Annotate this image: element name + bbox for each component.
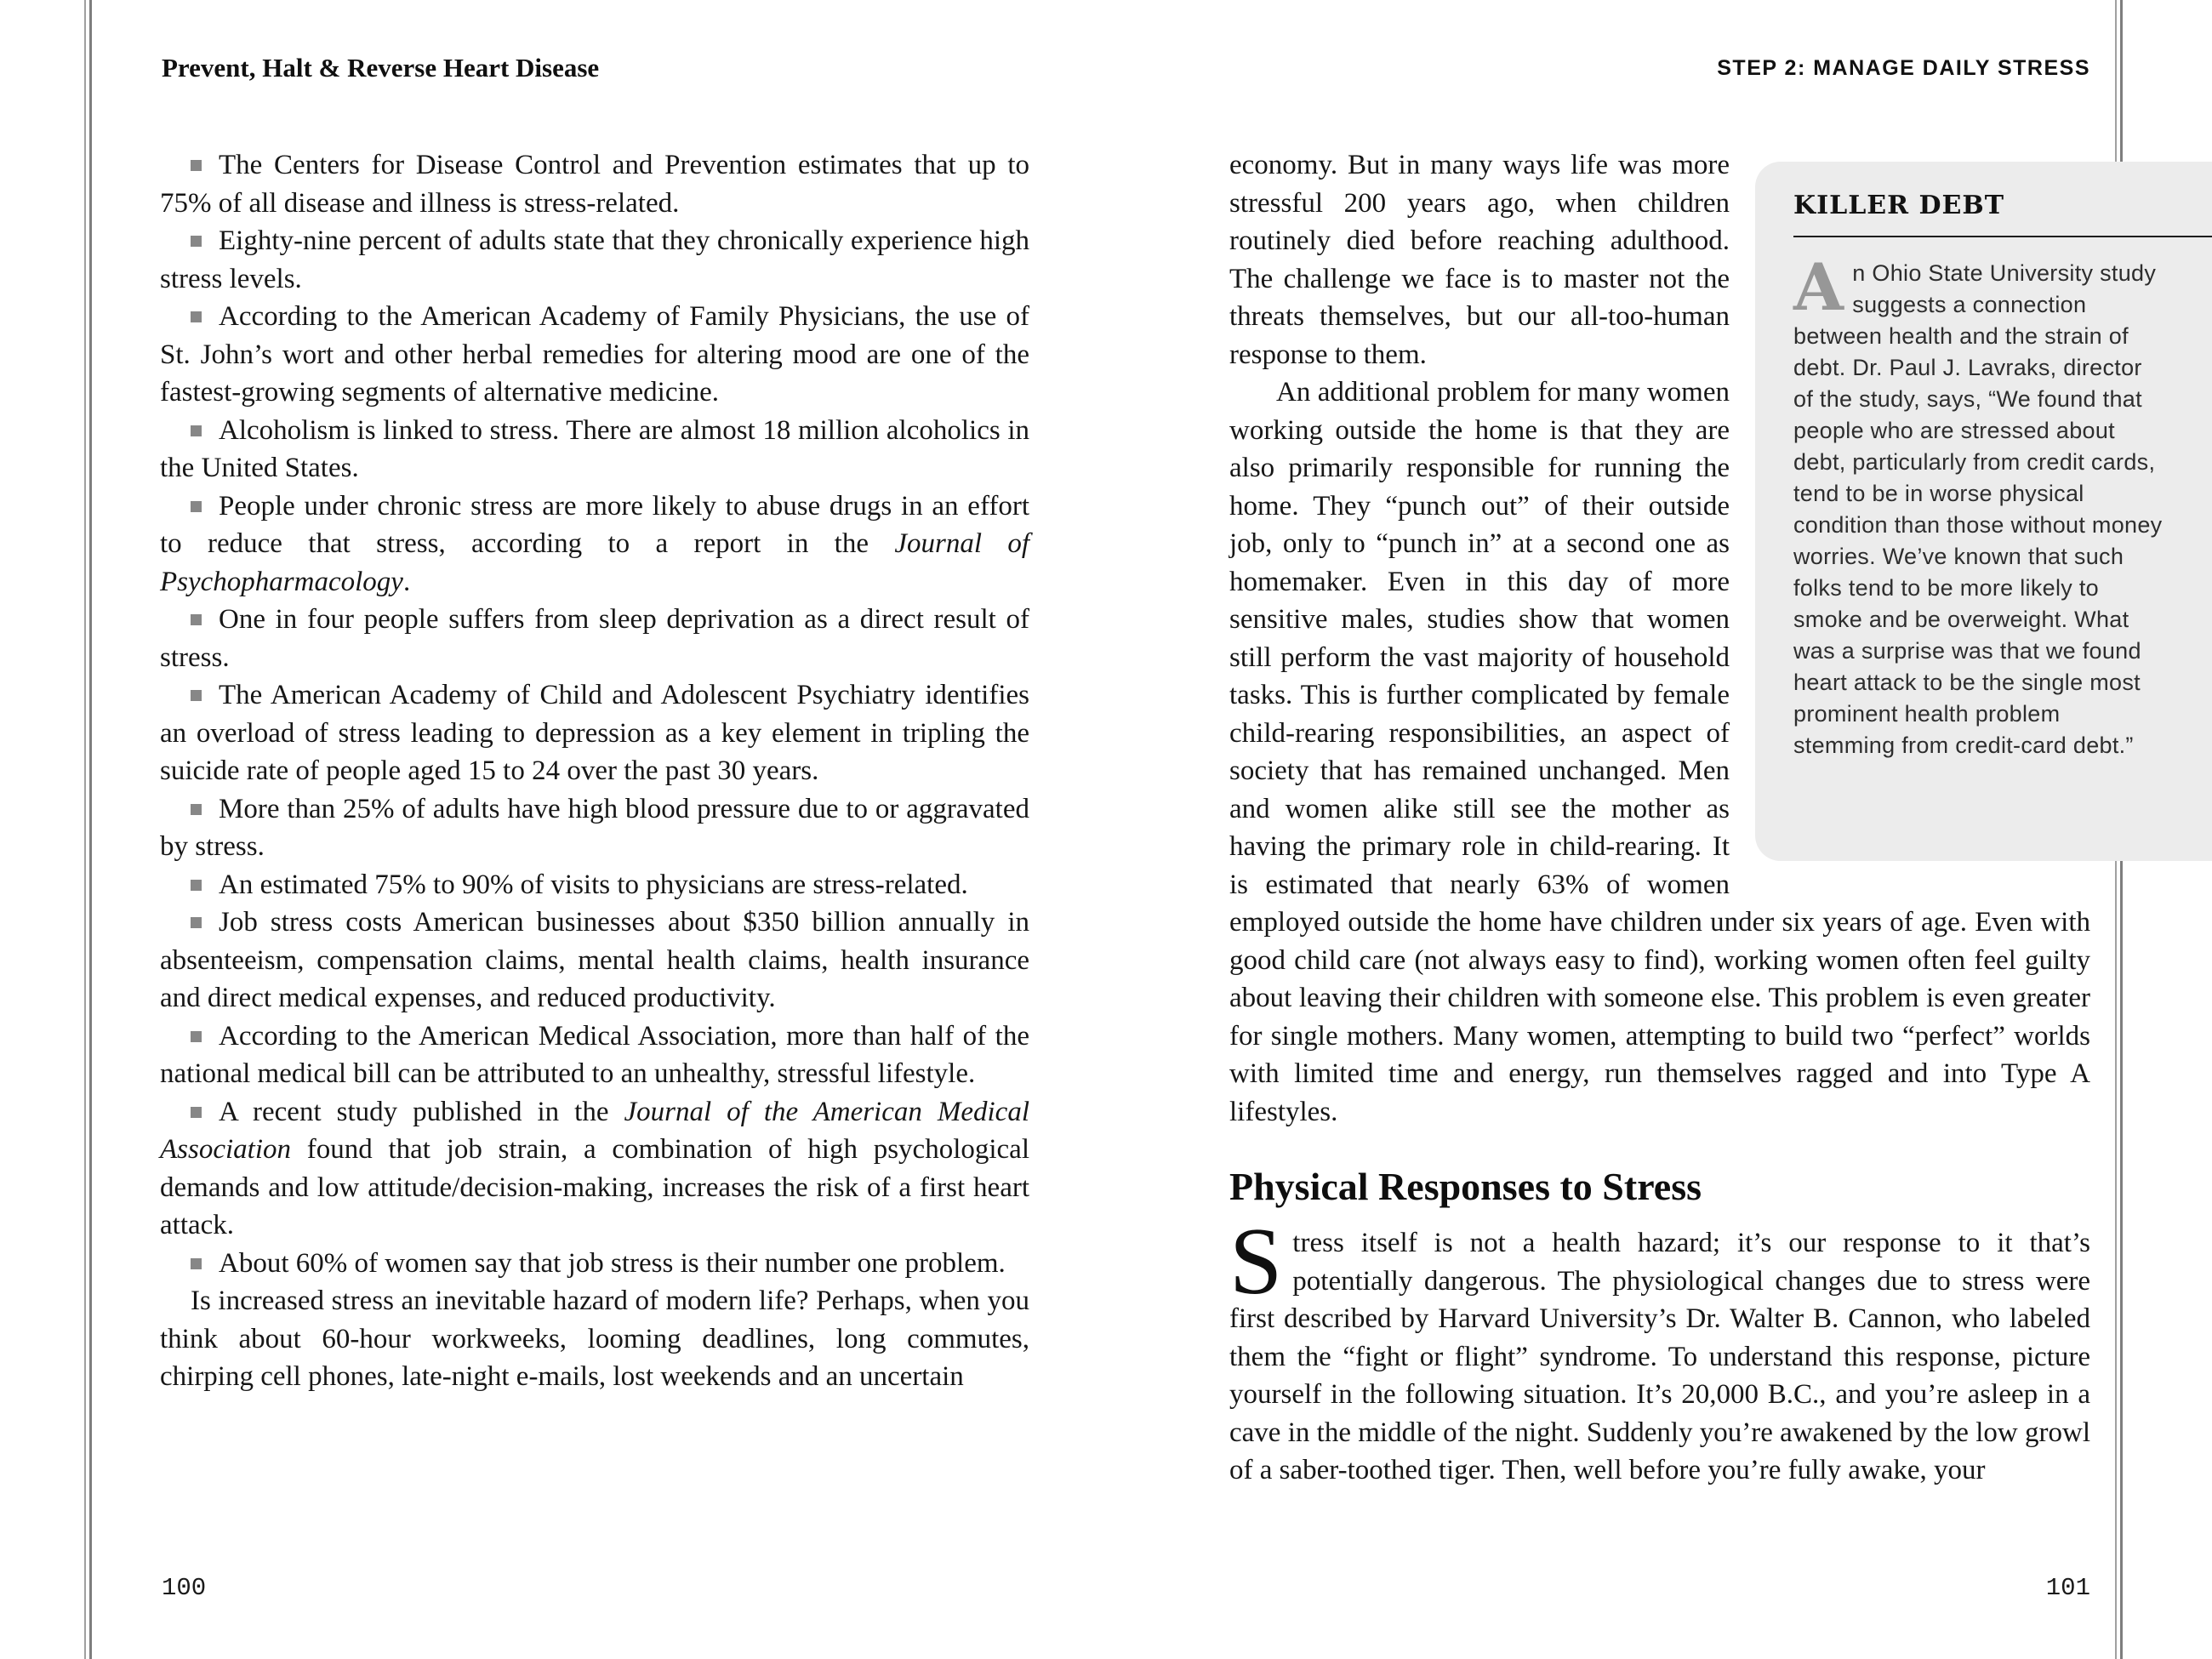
bullet-square-icon — [191, 501, 202, 512]
sidebar-body — [1793, 249, 2165, 761]
bullet-square-icon — [191, 1107, 202, 1118]
left-page-body — [160, 146, 1029, 1396]
sidebar-text: n Ohio State University study suggests a connection between health and the strain of debt. Dr. Paul J. Lavraks, director of the study, says, “We found that people who are stressed about debt, particularly from credit cards, tend to be in worse physical condition than those without money worries. We’ve known that such folks tend to be more likely to smoke and be overweight. What was a surprise was that we found heart attack to be the single most prominent health problem stemming from credit-card debt.” — [1793, 260, 2163, 758]
bullet-item: A recent study published in the Journal of the American Medical Association found that job strain, a combination of high psychological demands and low attitude/decision-making, increases the risk of a first heart attack. — [160, 1096, 1029, 1240]
page-number-right: 101 — [2045, 1574, 2090, 1602]
bullet-item: People under chronic stress are more likely to abuse drugs in an effort to reduce that stress, according to a report in the Journal of Psychopharmacology. — [160, 490, 1030, 597]
sidebar-title: KILLER DEBT — [1793, 191, 2005, 220]
closing-paragraph: Is increased stress an inevitable hazard of modern life? Perhaps, when you think about 60-hour workweeks, looming deadlines, long commutes, chirping cell phones, late-night e-mails, lost weekends and an uncertain — [160, 1286, 1029, 1392]
bullet-square-icon — [191, 917, 202, 928]
killer-debt-sidebar — [1755, 162, 2212, 861]
sidebar-title-rule — [1793, 236, 2212, 237]
running-head-chapter: STEP 2: MANAGE DAILY STRESS — [1717, 56, 2090, 80]
section-body-text: tress itself is not a health hazard; it’s our response to it that’s potentially dangerous. The physiological changes due to stress were first described by Harvard University’s Dr. Walter B. Cannon, who labeled them the “fight or flight” syndrome. To understand this response, picture yourself in the following situation. It’s 20,000 B.C., and you’re asleep in a cave in the middle of the night. Suddenly you’re awakened by the low growl of a saber-toothed tiger. Then, well before you’re fully awake, your — [1229, 1228, 2090, 1485]
bullet-list — [160, 146, 1029, 1282]
paragraph-women-working: An additional problem for many women working outside the home is that they are also primarily responsible for running the home. They “punch out” of their outside job, only to “punch in” at a second one as homemaker. Even in this day of more sensitive males, studies show that women still perform the vast majority of household tasks. This is further complicated by female child-rearing responsibilities, an aspect of society that has remained unchanged. Men and women alike still see the mother as having the primary role in child-rearing. It is estimated that nearly 63% of women employed outside the home have children under six years of age. Even with good child care (not always easy to find), working women often feel guilty about leaving their children with someone else. This problem is even greater for single mothers. Many women, attempting to build two “perfect” worlds with limited time and energy, run themselves ragged and into Type A lifestyles. — [1229, 377, 2090, 1127]
bullet-item: Job stress costs American businesses about $350 billion annually in absenteeism, compensation claims, mental health claims, health insurance and direct medical expenses, and reduced productivity. — [160, 907, 1029, 1013]
bullet-square-icon — [191, 614, 202, 625]
bullet-item: About 60% of women say that job stress is their number one problem. — [160, 1245, 1029, 1283]
bullet-square-icon — [191, 311, 202, 322]
bullet-square-icon — [191, 236, 202, 247]
bullet-item: The American Academy of Child and Adolescent Psychiatry identifies an overload of stress leading to depression as a key element in tripling the suicide rate of people aged 15 to 24 over the past 30 years. — [160, 680, 1029, 786]
bullet-item: According to the American Academy of Family Physicians, the use of St. John’s wort and other herbal remedies for altering mood are one of the fastest-growing segments of alternative medicine. — [160, 301, 1029, 408]
bullet-item: The Centers for Disease Control and Prevention estimates that up to 75% of all disease and illness is stress-related. — [160, 150, 1029, 219]
bullet-item: Eighty-nine percent of adults state that they chronically experience high stress levels. — [160, 225, 1029, 294]
bullet-square-icon — [191, 804, 202, 815]
running-head-book-title: Prevent, Halt & Reverse Heart Disease — [162, 53, 600, 83]
paragraph-physical-responses — [1229, 1209, 2090, 1490]
left-page-edge-line — [84, 0, 86, 1659]
bullet-item: An estimated 75% to 90% of visits to physicians are stress-related. — [160, 866, 1029, 904]
bullet-square-icon — [191, 425, 202, 436]
bullet-square-icon — [191, 160, 202, 171]
bullet-square-icon — [191, 1031, 202, 1042]
bullet-square-icon — [191, 880, 202, 891]
section-heading: Physical Responses to Stress — [1229, 1165, 1702, 1208]
page-number-left: 100 — [162, 1574, 207, 1602]
left-page-edge-line — [89, 0, 92, 1659]
bullet-item: One in four people suffers from sleep deprivation as a direct result of stress. — [160, 604, 1029, 673]
bullet-square-icon — [191, 1258, 202, 1269]
bullet-item: More than 25% of adults have high blood pressure due to or aggravated by stress. — [160, 793, 1029, 862]
bullet-item: According to the American Medical Association, more than half of the national medical bill can be attributed to an unhealthy, stressful lifestyle. — [160, 1020, 1029, 1089]
sidebar-dropcap: A — [1793, 249, 1844, 325]
section-dropcap: S — [1229, 1209, 1283, 1314]
paragraph-continued: economy. But in many ways life was more stressful 200 years ago, when children routinely died before reaching adulthood. The challenge we face is to master not the threats themselves, but our all-too-human response to them. — [1229, 150, 1730, 370]
bullet-item: Alcoholism is linked to stress. There are almost 18 million alcoholics in the United States. — [160, 414, 1029, 483]
bullet-square-icon — [191, 690, 202, 701]
